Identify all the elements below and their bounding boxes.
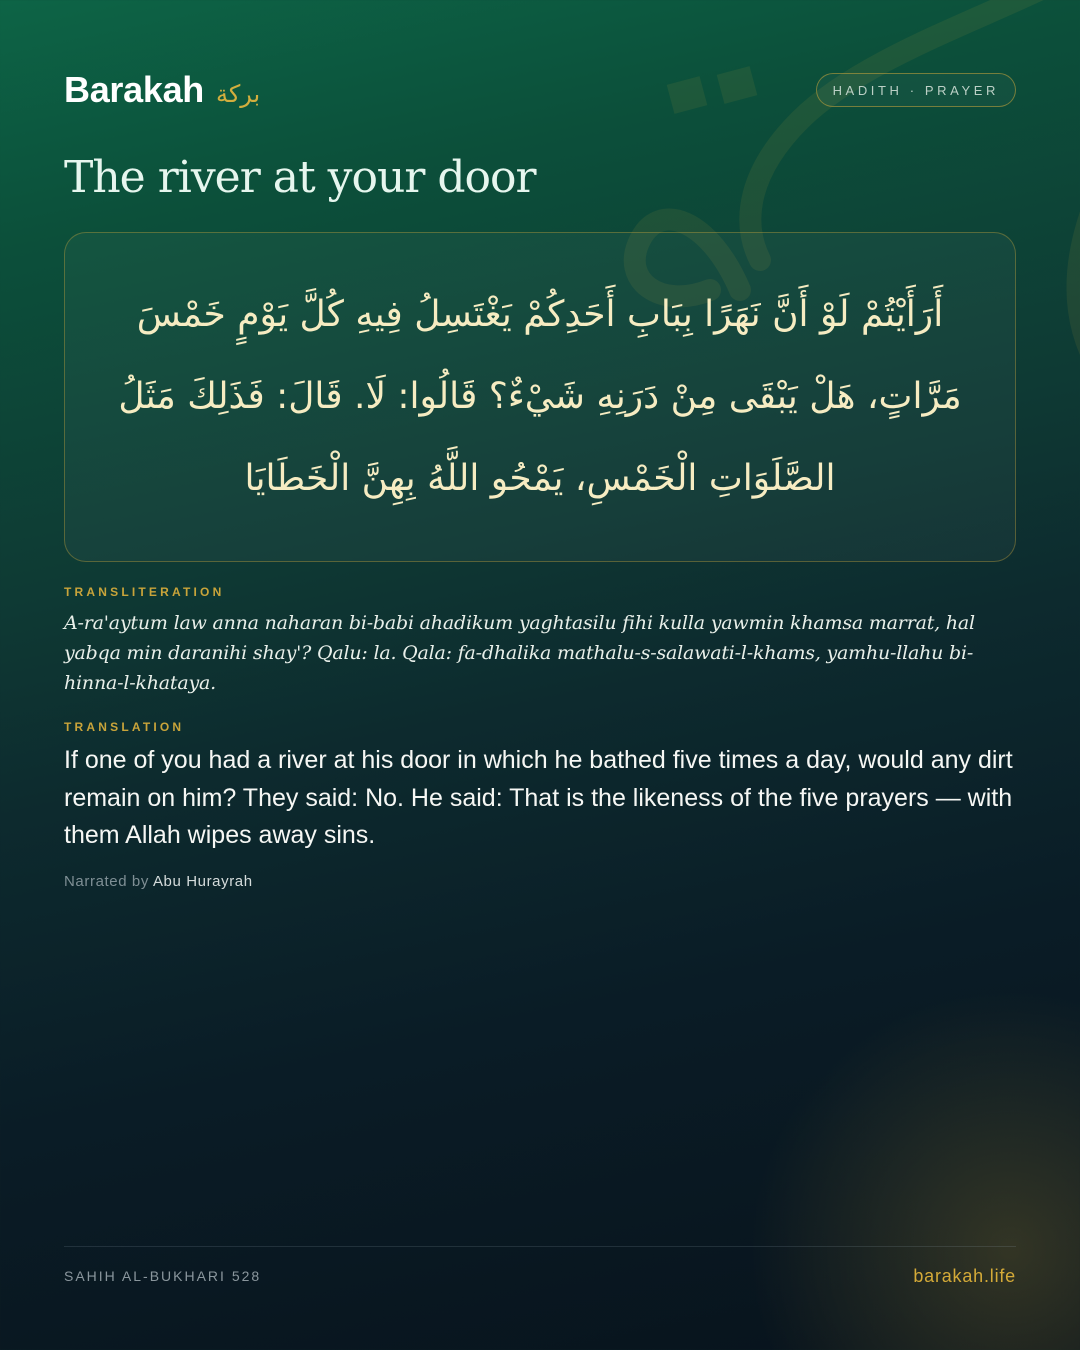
arabic-hadith-text: أَرَأَيْتُمْ لَوْ أَنَّ نَهَرًا بِبَابِ أَحَدِكُمْ يَغْتَسِلُ فِيهِ كُلَّ يَوْمٍ خَمْسَ مَرَّاتٍ، هَلْ يَبْقَى مِنْ دَرَنِهِ شَيْءٌ؟ قَالُوا: لَا. قَالَ: فَذَلِكَ مَثَلُ الصَّلَوَاتِ الْخَمْسِ، يَمْحُو اللَّهُ بِهِنَّ الْخَطَايَا xyxy=(118,294,962,499)
narrator-prefix: Narrated by xyxy=(64,873,149,890)
brand-logo[interactable] xyxy=(64,69,260,111)
hadith-source: SAHIH AL-BUKHARI 528 xyxy=(64,1268,262,1284)
narrator-line xyxy=(64,873,253,890)
footer xyxy=(64,1264,1016,1288)
hadith-card xyxy=(64,0,1016,1350)
translation-text: If one of you had a river at his door in which he bathed five times a day, would any dirt remain on him? They said: No. He said: That is the likeness of the five prayers — with them Allah wipes away sins. xyxy=(64,746,1013,849)
translation-label: TRANSLATION xyxy=(64,720,185,734)
transliteration-label: TRANSLITERATION xyxy=(64,585,225,599)
brand-name: Barakah xyxy=(64,69,204,110)
category-tag[interactable]: HADITH · PRAYER xyxy=(816,73,1016,107)
transliteration-text: A-ra'aytum law anna naharan bi-babi ahadikum yaghtasilu fihi kulla yawmin khamsa marrat, hal yabqa min daranihi shay'? Qalu: la. Qala: fa-dhalika mathalu-s-salawati-l-khams, yamhu-llahu bi-hinna-l-khataya. xyxy=(64,612,975,694)
brand-arabic: بركة xyxy=(215,80,261,108)
header xyxy=(64,64,1016,116)
narrator-name: Abu Hurayrah xyxy=(152,873,253,890)
arabic-text-box xyxy=(64,232,1016,562)
page-title: The river at your door xyxy=(64,152,536,203)
footer-divider xyxy=(64,1246,1016,1247)
website-link[interactable]: barakah.life xyxy=(913,1265,1016,1286)
